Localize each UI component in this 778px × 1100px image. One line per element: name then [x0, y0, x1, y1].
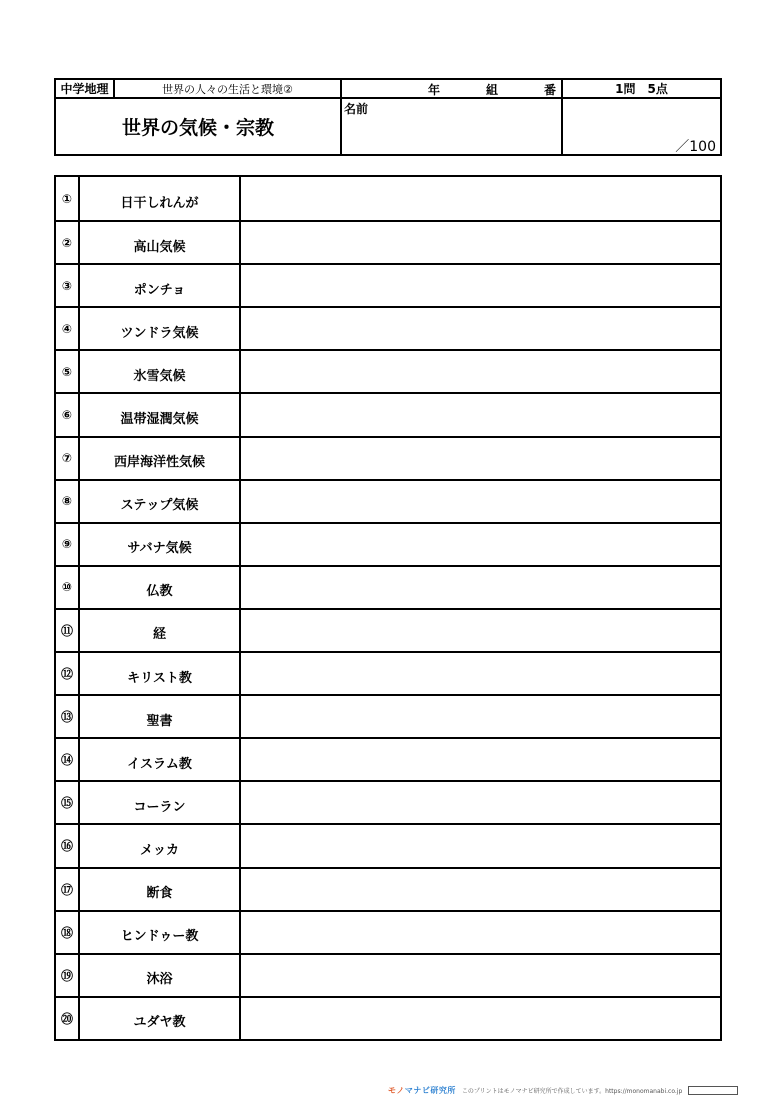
question-term: 西岸海洋性気候: [80, 438, 241, 479]
footer-text: このプリントはモノマナビ研究所で作成しています。https://monomanabi.co.jp: [461, 1087, 683, 1095]
worksheet-title: 世界の気候・宗教: [121, 117, 274, 139]
question-number: ⑤: [56, 351, 80, 392]
answer-field[interactable]: [241, 825, 720, 866]
points-label: 1問 5点: [615, 82, 668, 96]
table-row: [56, 565, 720, 608]
question-term: ポンチョ: [80, 265, 241, 306]
question-term: 日干しれんが: [80, 177, 241, 220]
question-number: ⑰: [56, 869, 80, 910]
name-field[interactable]: [342, 99, 561, 154]
number-label: 番: [544, 83, 557, 97]
answer-field[interactable]: [241, 869, 720, 910]
table-row: [56, 651, 720, 694]
question-number: ⑮: [56, 782, 80, 823]
answer-field[interactable]: [241, 351, 720, 392]
answer-field[interactable]: [241, 524, 720, 565]
answer-field[interactable]: [241, 696, 720, 737]
answer-field[interactable]: [241, 739, 720, 780]
answer-field[interactable]: [241, 394, 720, 435]
question-term: ヒンドゥー教: [80, 912, 241, 953]
table-row: [56, 220, 720, 263]
table-row: [56, 737, 720, 780]
question-term: コーラン: [80, 782, 241, 823]
answer-field[interactable]: [241, 998, 720, 1039]
table-row: [56, 177, 720, 220]
question-table: [54, 175, 722, 1041]
brand-part-b: マナビ研究所: [404, 1085, 456, 1095]
footer-box: [688, 1086, 738, 1095]
question-number: ⑧: [56, 481, 80, 522]
question-number: ⑭: [56, 739, 80, 780]
worksheet-header: [54, 78, 722, 156]
question-term: サバナ気候: [80, 524, 241, 565]
subject-label: 中学地理: [60, 82, 109, 96]
question-term: イスラム教: [80, 739, 241, 780]
table-row: [56, 263, 720, 306]
table-row: [56, 780, 720, 823]
answer-field[interactable]: [241, 653, 720, 694]
question-term: 高山気候: [80, 222, 241, 263]
question-number: ②: [56, 222, 80, 263]
answer-field[interactable]: [241, 177, 720, 220]
table-row: [56, 306, 720, 349]
table-row: [56, 996, 720, 1039]
question-term: 聖書: [80, 696, 241, 737]
question-term: 仏教: [80, 567, 241, 608]
answer-field[interactable]: [241, 438, 720, 479]
question-term: 沐浴: [80, 955, 241, 996]
table-row: [56, 694, 720, 737]
table-row: [56, 392, 720, 435]
unit-label: 世界の人々の生活と環境②: [162, 82, 293, 96]
question-number: ⑦: [56, 438, 80, 479]
question-number: ⑯: [56, 825, 80, 866]
answer-field[interactable]: [241, 782, 720, 823]
answer-field[interactable]: [241, 222, 720, 263]
question-number: ④: [56, 308, 80, 349]
answer-field[interactable]: [241, 567, 720, 608]
table-row: [56, 608, 720, 651]
answer-field[interactable]: [241, 955, 720, 996]
question-term: ツンドラ気候: [80, 308, 241, 349]
question-number: ①: [56, 177, 80, 220]
footer: [388, 1082, 776, 1098]
question-term: ステップ気候: [80, 481, 241, 522]
table-row: [56, 953, 720, 996]
answer-field[interactable]: [241, 308, 720, 349]
question-number: ③: [56, 265, 80, 306]
table-row: [56, 823, 720, 866]
question-number: ⑲: [56, 955, 80, 996]
question-number: ⑥: [56, 394, 80, 435]
question-number: ⑬: [56, 696, 80, 737]
question-number: ⑨: [56, 524, 80, 565]
question-number: ⑩: [56, 567, 80, 608]
answer-field[interactable]: [241, 481, 720, 522]
table-row: [56, 479, 720, 522]
question-term: ユダヤ教: [80, 998, 241, 1039]
brand-part-a: モノ: [388, 1085, 405, 1095]
table-row: [56, 349, 720, 392]
class-label: 組: [486, 83, 499, 97]
question-term: 氷雪気候: [80, 351, 241, 392]
answer-field[interactable]: [241, 610, 720, 651]
answer-field[interactable]: [241, 912, 720, 953]
question-term: 温帯湿潤気候: [80, 394, 241, 435]
question-number: ⑪: [56, 610, 80, 651]
table-row: [56, 867, 720, 910]
question-term: 断食: [80, 869, 241, 910]
table-row: [56, 436, 720, 479]
brand-logo: [388, 1085, 456, 1096]
question-term: 経: [80, 610, 241, 651]
question-number: ⑫: [56, 653, 80, 694]
question-term: メッカ: [80, 825, 241, 866]
table-row: [56, 910, 720, 953]
name-label: 名前: [344, 102, 369, 116]
question-number: ⑳: [56, 998, 80, 1039]
score-label: ／100: [675, 139, 716, 155]
question-number: ⑱: [56, 912, 80, 953]
answer-field[interactable]: [241, 265, 720, 306]
question-term: キリスト教: [80, 653, 241, 694]
year-label: 年: [428, 83, 441, 97]
table-row: [56, 522, 720, 565]
